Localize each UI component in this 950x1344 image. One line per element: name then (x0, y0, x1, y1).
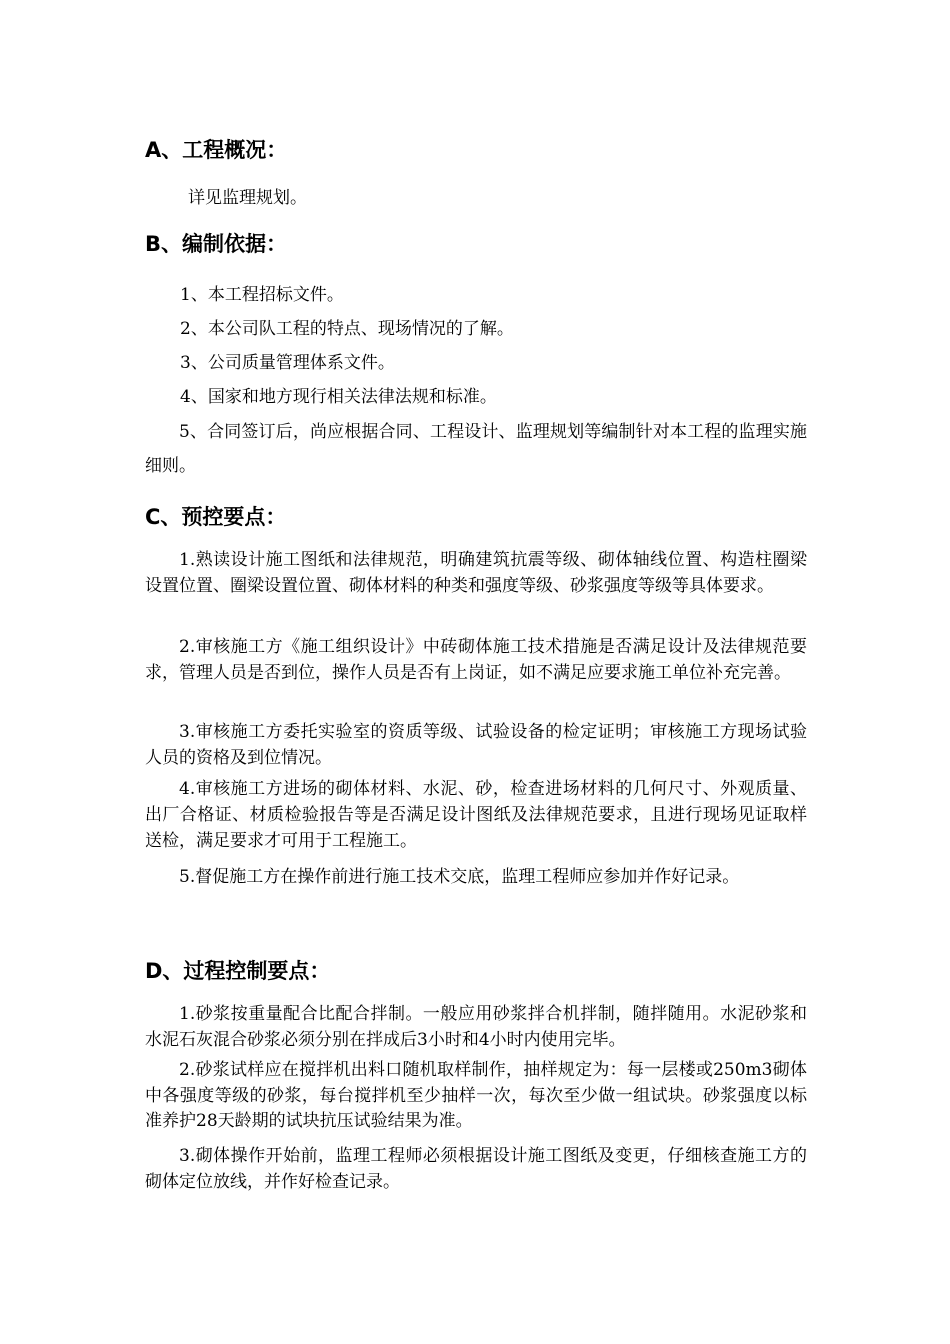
section-c-item: 3.审核施工方委托实验室的资质等级、试验设备的检定证明；审核施工方现场试验人员的资格及到位情况。 (145, 722, 807, 768)
section-d-item: 2.砂浆试样应在搅拌机出料口随机取样制作，抽样规定为：每一层楼或250m3砌体中各强度等级的砂浆，每台搅拌机至少抽样一次，每次至少做一组试块。砂浆强度以标准养护28天龄期的试块抗压试验结果为准。 (145, 1060, 807, 1131)
section-b-item: 2、本公司队工程的特点、现场情况的了解。 (180, 319, 514, 339)
section-c-item: 2.审核施工方《施工组织设计》中砖砌体施工技术措施是否满足设计及法律规范要求，管理人员是否到位，操作人员是否有上岗证，如不满足应要求施工单位补充完善。 (145, 637, 807, 683)
section-b-item: 3、公司质量管理体系文件。 (180, 353, 395, 373)
section-c-item: 5.督促施工方在操作前进行施工技术交底，监理工程师应参加并作好记录。 (179, 867, 740, 887)
section-b-item: 1、本工程招标文件。 (180, 285, 344, 305)
section-b-heading: B、编制依据： (145, 232, 288, 256)
section-b-item: 4、国家和地方现行相关法律法规和标准。 (180, 387, 497, 407)
section-c-item: 4.审核施工方进场的砌体材料、水泥、砂，检查进场材料的几何尺寸、外观质量、出厂合格证、材质检验报告等是否满足设计图纸及法律规范要求，且进行现场见证取样送检，满足要求才可用于工程施工。 (145, 779, 807, 851)
section-c-heading: C、预控要点： (145, 505, 287, 529)
section-b-item: 5、合同签订后，尚应根据合同、工程设计、监理规划等编制针对本工程的监理实施细则。 (145, 422, 807, 476)
section-c-item: 1.熟读设计施工图纸和法律规范，明确建筑抗震等级、砌体轴线位置、构造柱圈梁设置位置、圈梁设置位置、砌体材料的种类和强度等级、砂浆强度等级等具体要求。 (145, 550, 807, 596)
section-a-heading: A、工程概况： (145, 138, 288, 162)
section-a-paragraph: 详见监理规划。 (188, 188, 307, 208)
section-d-item: 1.砂浆按重量配合比配合拌制。一般应用砂浆拌合机拌制，随拌随用。水泥砂浆和水泥石灰混合砂浆必须分别在拌成后3小时和4小时内使用完毕。 (145, 1004, 807, 1050)
section-d-heading: D、过程控制要点： (145, 959, 331, 983)
section-d-item: 3.砌体操作开始前，监理工程师必须根据设计施工图纸及变更，仔细核查施工方的砌体定位放线，并作好检查记录。 (145, 1146, 807, 1192)
